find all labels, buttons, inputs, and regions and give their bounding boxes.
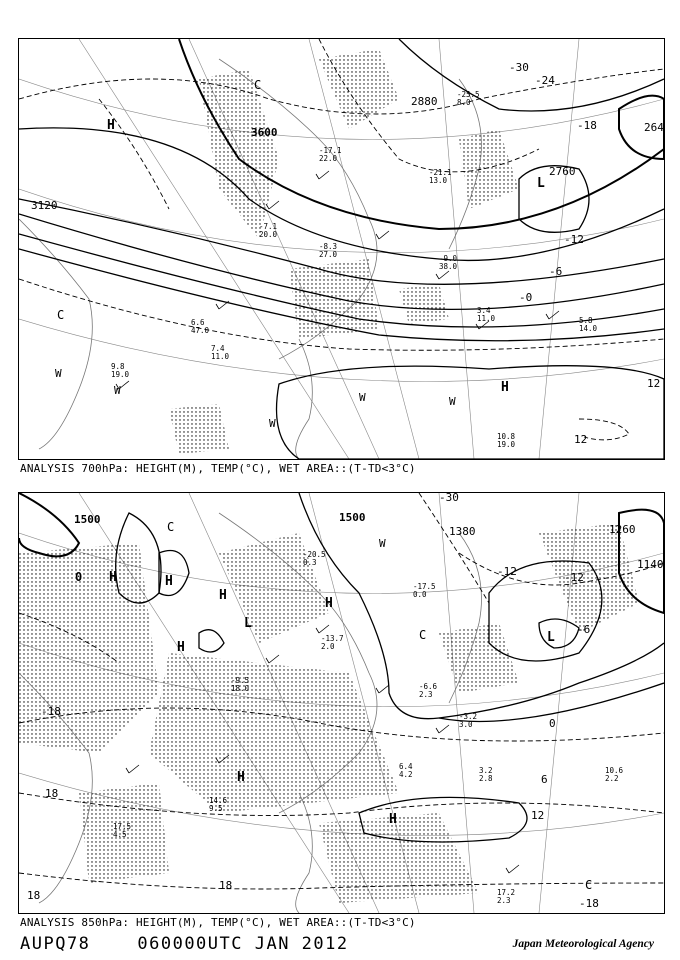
contour-label: 0 [75,570,83,584]
map-panel-700hpa [18,38,665,460]
height-label: 2760 [549,165,576,178]
warm-center-symbol: W [55,367,62,380]
high-pressure-symbol: H [165,574,173,589]
station-temp: 3.4 [477,306,491,315]
station-dewpoint-depression: 3.0 [459,720,473,729]
station-dewpoint-depression: 19.0 [497,440,516,449]
station-dewpoint-depression: 47.0 [191,326,210,335]
station-dewpoint-depression: 13.0 [429,176,448,185]
temp-label: -18 [579,897,599,910]
station-temp: -13.7 [321,634,344,643]
station-temp: -20.5 [303,550,326,559]
station-temp: 6.6 [191,318,205,327]
panel-caption-700hpa: ANALYSIS 700hPa: HEIGHT(M), TEMP(°C), WET AREA::(T-TD<3°C) [20,462,416,475]
high-pressure-symbol: H [237,770,245,785]
warm-center-symbol: W [379,537,386,550]
map-panel-850hpa [18,492,665,914]
temp-label: -0 [519,291,533,304]
temp-label: 12 [647,377,661,390]
temp-label: -18 [577,119,597,132]
station-temp: -17.1 [319,146,342,155]
chart-identifier [20,934,349,954]
station-temp: 17.5 [113,822,132,831]
height-label: 1260 [609,523,636,536]
high-pressure-symbol: H [325,596,333,611]
low-pressure-symbol: L [547,630,555,645]
high-pressure-symbol: H [109,570,117,585]
temp-label: 18 [45,787,59,800]
cold-center-symbol: C [57,308,65,322]
warm-center-symbol: W [359,391,366,404]
station-temp: -6.6 [419,682,438,691]
station-dewpoint-depression: 27.0 [319,250,338,259]
station-dewpoint-depression: 38.0 [439,262,458,271]
station-dewpoint-depression: 2.8 [479,774,493,783]
station-dewpoint-depression: 2.3 [497,896,511,905]
temp-label: 12 [531,809,545,822]
station-temp: -7.1 [259,222,278,231]
station-temp: -3.2 [459,712,478,721]
height-label: 1380 [449,525,476,538]
temp-label: -12 [497,565,517,578]
station-dewpoint-depression: 11.0 [211,352,230,361]
warm-center-symbol: W [269,417,276,430]
station-temp: 10.8 [497,432,516,441]
station-temp: 9.8 [111,362,125,371]
station-dewpoint-depression: 0.3 [303,558,317,567]
station-dewpoint-depression: 0.0 [413,590,427,599]
station-dewpoint-depression: 4.5 [113,830,127,839]
map-700hpa-canvas [19,39,664,459]
station-dewpoint-depression: 8.0 [457,98,471,107]
station-dewpoint-depression: 18.0 [231,684,250,693]
temp-label: -12 [564,571,584,584]
station-temp: -9.5 [231,676,250,685]
station-dewpoint-depression: 22.0 [319,154,338,163]
high-pressure-symbol: H [501,380,509,395]
cold-center-symbol: C [167,520,175,534]
chart-code: AUPQ78 [20,934,91,954]
station-dewpoint-depression: 2.0 [321,642,335,651]
station-temp: 3.2 [479,766,493,775]
temp-label: -24 [535,74,555,87]
height-label: 1500 [339,511,366,524]
station-dewpoint-depression: 2.3 [419,690,433,699]
station-temp: -8.3 [319,242,338,251]
high-pressure-symbol: H [219,588,227,603]
station-dewpoint-depression: 2.2 [605,774,619,783]
cold-center-symbol: C [419,628,427,642]
temp-label: -18 [41,705,61,718]
temp-label: -30 [509,61,529,74]
map-850hpa-canvas [19,493,664,913]
high-pressure-symbol: H [107,118,115,133]
valid-datetime: 060000UTC JAN 2012 [137,934,349,954]
temp-label: 18 [219,879,233,892]
station-temp: 6.4 [399,762,413,771]
warm-center-symbol: W [449,395,456,408]
station-temp: 10.6 [605,766,624,775]
station-dewpoint-depression: 20.0 [259,230,278,239]
station-temp: -21.1 [429,168,452,177]
height-label: 1500 [74,513,101,526]
warm-center-symbol: W [114,384,121,397]
temp-label: -12 [564,233,584,246]
temp-label: 12 [574,433,588,446]
station-temp: -25.5 [457,90,480,99]
agency-credit: Japan Meteorological Agency [512,938,654,950]
station-dewpoint-depression: 19.0 [111,370,130,379]
high-pressure-symbol: H [389,812,397,827]
station-dewpoint-depression: 9.5 [209,804,223,813]
station-temp: 5.8 [579,316,593,325]
cold-center-symbol: C [585,878,593,892]
station-temp: 17.2 [497,888,516,897]
height-label: 264 [644,121,664,134]
temp-label: 0 [549,717,556,730]
temp-label: -6 [549,265,563,278]
panel-caption-850hpa: ANALYSIS 850hPa: HEIGHT(M), TEMP(°C), WET AREA::(T-TD<3°C) [20,916,416,929]
temp-label: -30 [439,493,459,504]
station-dewpoint-depression: 11.0 [477,314,496,323]
temp-label: 18 [27,889,41,902]
low-pressure-symbol: L [537,176,545,191]
height-label: 2880 [411,95,438,108]
station-temp: 7.4 [211,344,225,353]
high-pressure-symbol: H [177,640,185,655]
cold-center-symbol: C [254,78,262,92]
low-pressure-symbol: L [244,616,252,631]
height-label: 3120 [31,199,58,212]
station-dewpoint-depression: 14.0 [579,324,598,333]
station-temp: -9.0 [439,254,458,263]
station-temp: -17.5 [413,582,436,591]
temp-label: -6 [577,623,591,636]
height-label: 3600 [251,126,278,139]
height-label: 1140 [637,558,664,571]
station-temp: 14.6 [209,796,228,805]
station-dewpoint-depression: 4.2 [399,770,413,779]
temp-label: 6 [541,773,548,786]
